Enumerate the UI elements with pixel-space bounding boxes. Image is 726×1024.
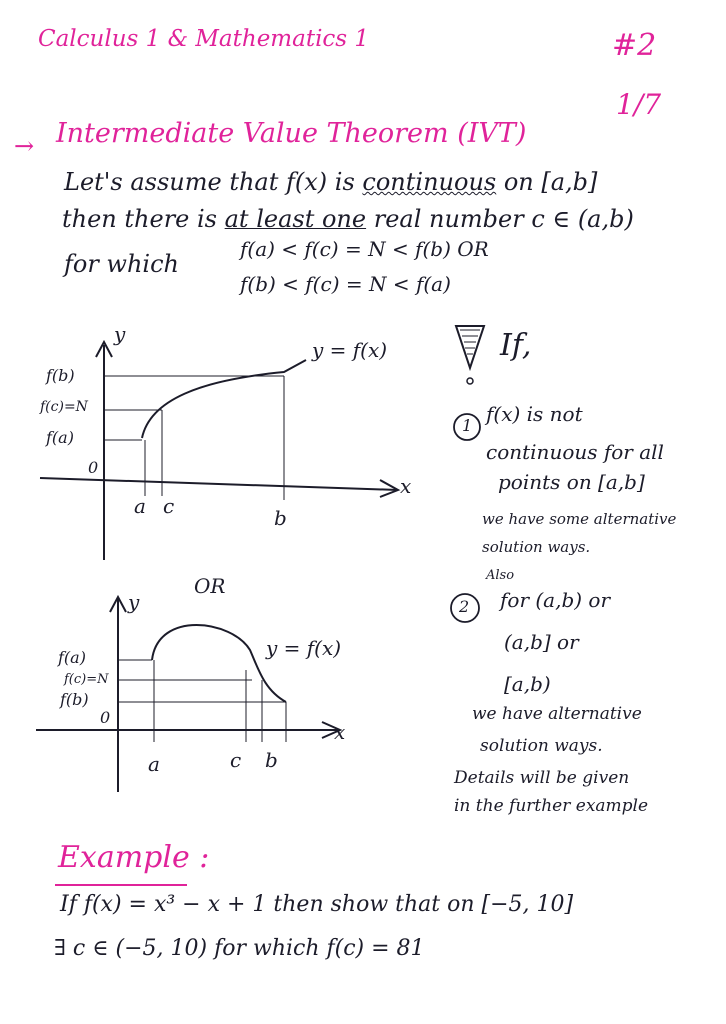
item2-also: Also [486,568,515,583]
theorem-continuous: continuous [362,168,497,196]
graph1-b-label: b [274,506,287,530]
graph2-b-label: b [265,748,278,772]
graph2-fa-label: f(a) [58,648,86,667]
theorem-condition-1: f(a) < f(c) = N < f(b) OR [240,237,489,261]
item1-line-2: continuous for all [486,440,664,464]
example-underline [55,884,187,886]
details-line-2: in the further example [454,796,649,816]
example-line-2: ∃ c ∈ (−5, 10) for which f(c) = 81 [54,936,425,961]
graph2-fb-label: f(b) [60,690,89,709]
graph2-y-label: y [128,590,140,614]
graph1-a-label: a [134,494,146,518]
graph2-x-label: x [334,720,346,744]
details-line-1: Details will be given [454,768,630,788]
theorem-line-1-post: on [a,b] [496,168,598,196]
item1-line-1: f(x) is not [486,402,583,426]
graph1-fb-label: f(b) [46,366,75,385]
graph1-curve-label: y = f(x) [312,338,388,362]
item1-line-3: points on [a,b] [498,470,645,494]
item2-follow-1: we have alternative [472,704,642,724]
theorem-at-least-one: at least one [224,205,367,233]
theorem-line-3-label: for which [64,250,180,278]
warning-triangle-icon [456,326,484,384]
item2-number: 2 [459,597,470,616]
graph1-curve [142,360,306,438]
theorem-line-1-pre: Let's assume that f(x) is [64,168,363,196]
graph1-y-label: y [114,322,126,346]
graph2-fc-label: f(c)=N [64,672,109,687]
theorem-line-2-post: real number c ∈ (a,b) [366,205,634,233]
graph1-x-axis [40,478,398,490]
graph2-curve-label: y = f(x) [266,636,342,660]
lecture-number: #2 [612,28,657,63]
graphs-or-separator: OR [194,574,226,598]
graph1-x-label: x [400,474,412,498]
example-line-1: If f(x) = x³ − x + 1 then show that on [−5, 10] [60,892,574,917]
item1-follow-2: solution ways. [482,538,591,556]
item2-follow-2: solution ways. [480,736,603,756]
section-title: Intermediate Value Theorem (IVT) [56,118,527,149]
graph1-origin: 0 [88,458,99,477]
theorem-line-2-pre: then there is [62,205,225,233]
page-number: 1/7 [616,88,662,121]
arrow-icon: → [14,132,35,160]
graph1-c-label: c [163,494,175,518]
page-header-title: Calculus 1 & Mathematics 1 [38,26,370,52]
item2-line-2: (a,b] or [504,630,579,654]
graph2-a-label: a [148,752,160,776]
item1-follow-1: we have some alternative [482,510,677,528]
theorem-condition-2: f(b) < f(c) = N < f(a) [240,272,451,296]
graph2-origin: 0 [100,708,111,727]
item2-line-1: for (a,b) or [500,588,611,612]
graph2-c-label: c [230,748,242,772]
if-label: If, [500,328,532,363]
graph1-fc-label: f(c)=N [40,399,88,415]
example-title: Example : [58,840,210,875]
graph1-fa-label: f(a) [46,428,74,447]
item2-line-3: [a,b) [504,672,551,696]
item1-number: 1 [462,416,473,435]
